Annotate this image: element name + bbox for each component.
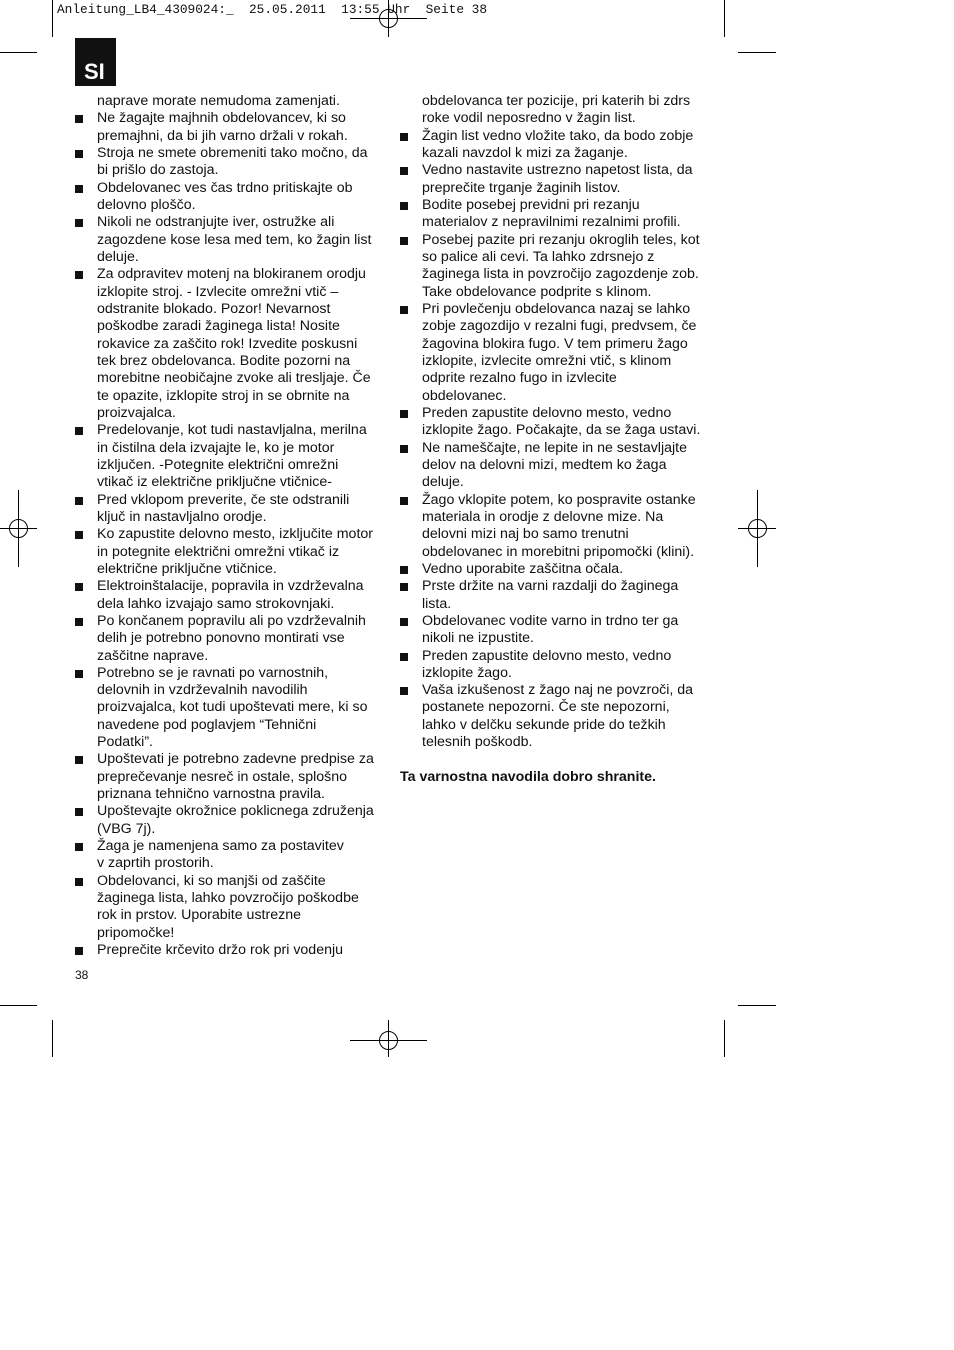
bullet-square-icon (400, 653, 408, 661)
bullet-square-icon (75, 947, 83, 955)
registration-mark-bottom (350, 1020, 427, 1057)
text-line: (VBG 7j). (97, 820, 156, 837)
continued-paragraph (400, 93, 720, 128)
bullet-square-icon (75, 115, 83, 123)
text-line: žaginega lista, lahko povzročijo poškodbe (97, 890, 359, 907)
text-line: naprave morate nemudoma zamenjati. (97, 93, 340, 109)
text-line: zobje zagozdijo v rezalni fugi, predvsem, če (422, 318, 697, 335)
crop-mark-top-right (725, 0, 777, 53)
text-line: materialov z nepravilnimi rezalnimi profili. (422, 214, 681, 231)
bullet-item (75, 214, 395, 266)
bullet-item (400, 232, 720, 301)
text-line: Preden zapustite delovno mesto, vedno (422, 647, 672, 664)
text-line: ključ in nastavljalno orodje. (97, 508, 267, 525)
text-line: so palice ali cevi. Ta lahko zdrsnejo z (422, 248, 655, 265)
text-line: delih je potrebno ponovno montirati vse (97, 630, 345, 647)
text-line: deluje. (97, 248, 139, 265)
text-line: te opazite, izklopite stroj in se obrnite na (97, 387, 350, 404)
text-line: Pred vklopom preverite, če ste odstranili (97, 491, 350, 508)
bullet-item (75, 873, 395, 942)
text-line: pripomočke! (97, 924, 175, 941)
bullet-item (400, 561, 720, 578)
bullet-item (400, 128, 720, 163)
bullet-square-icon (75, 531, 83, 539)
bullet-square-icon (400, 167, 408, 175)
text-line: Podatki”. (97, 734, 153, 751)
text-line: Upoštevajte okrožnice poklicnega združenja (97, 803, 374, 820)
text-line: izklopite, izvlecite omrežni vtič, s klinom (422, 352, 672, 369)
bullet-item (75, 803, 395, 838)
text-line: priznana tehnično varnostna pravila. (97, 786, 325, 803)
text-line: zaščitne naprave. (97, 647, 209, 664)
language-tab (75, 38, 116, 86)
text-line: preprečite trganje žaginih listov. (422, 179, 621, 196)
bullet-item (400, 405, 720, 440)
text-line: Ne žagajte majhnih obdelovancev, ki so (97, 110, 346, 127)
bullet-square-icon (75, 427, 83, 435)
left-column (75, 93, 395, 959)
bullet-item (75, 422, 395, 491)
text-line: Ko zapustite delovno mesto, izključite motor (97, 526, 373, 543)
crop-mark-bottom-right (725, 1006, 777, 1058)
bullet-item (400, 440, 720, 492)
text-line: navedene pod poglavjem “Tehnični (97, 716, 317, 733)
bullet-square-icon (75, 670, 83, 678)
text-line: Predelovanje, kot tudi nastavljalna, merilna (97, 422, 367, 439)
text-line: zagozdene kose lesa med tem, ko žagin list (97, 231, 372, 248)
registration-mark-left (0, 490, 37, 567)
text-line: lista. (422, 595, 452, 612)
text-line: Nikoli ne odstranjujte iver, ostružke ali (97, 214, 335, 231)
bullet-item (75, 578, 395, 613)
bullet-item (75, 838, 395, 873)
text-line: Preprečite krčevito držo rok pri vodenju (97, 942, 344, 959)
bullet-item (75, 110, 395, 145)
text-line: Bodite posebej previdni pri rezanju (422, 196, 640, 213)
text-line: Pri povlečenju obdelovanca nazaj se lahko (422, 300, 691, 317)
text-line: odstranite blokado. Pozor! Nevarnost (97, 300, 331, 317)
text-line: električne priključne vtičnice. (97, 560, 277, 577)
text-line: izklopite žago. (422, 664, 512, 681)
text-line: delovno ploščo. (97, 196, 196, 213)
bullet-square-icon (400, 445, 408, 453)
text-line: Take obdelovance podprite s klinom. (422, 283, 652, 300)
text-line: nikoli ne izpustite. (422, 630, 534, 647)
text-line: telesnih poškodb. (422, 734, 533, 751)
bullet-item (400, 162, 720, 197)
closing-note: Ta varnostna navodila dobro shranite. (400, 768, 656, 785)
text-line: Potrebno se je ravnati po varnostnih, (97, 664, 329, 681)
text-line: postanete nepozorni. Če ste nepozorni, (422, 699, 670, 716)
bullet-square-icon (75, 878, 83, 886)
bullet-item (400, 197, 720, 232)
text-line: tek brez obdelovanca. Bodite pozorni na (97, 352, 351, 369)
text-line: žagovina blokira fugo. V tem primeru žago (422, 335, 688, 352)
text-line: Obdelovanci, ki so manjši od zaščite (97, 872, 326, 889)
text-line: in čistilna dela izvajajte le, ko je motor (97, 439, 335, 456)
text-line: Prste držite na varni razdalji do žaginega (422, 578, 679, 595)
text-line: dela lahko izvajajo samo strokovnjaki. (97, 595, 335, 612)
bullet-square-icon (400, 133, 408, 141)
bullet-square-icon (400, 410, 408, 418)
text-line: Posebej pazite pri rezanju okroglih teles, kot (422, 231, 700, 248)
bullet-item (400, 301, 720, 405)
text-line: lahko v delčku sekunde pride do težkih (422, 716, 666, 733)
text-line: obdelovanec. (422, 387, 507, 404)
bullet-item (400, 613, 720, 648)
text-line: Žagin list vedno vložite tako, da bodo zobje (422, 127, 694, 144)
bullet-square-icon (400, 583, 408, 591)
bullet-square-icon (400, 497, 408, 505)
text-line: roke vodil neposredno v žagin list. (422, 110, 636, 127)
text-line: morebitne neobičajne zvoke ali tresljaje. Če (97, 370, 371, 387)
text-line: vtikač iz električne priključne vtičnice- (97, 474, 332, 491)
bullet-square-icon (400, 237, 408, 245)
bullet-square-icon (75, 583, 83, 591)
bullet-square-icon (75, 219, 83, 227)
bullet-square-icon (75, 497, 83, 505)
text-line: Preden zapustite delovno mesto, vedno (422, 404, 672, 421)
text-line: deluje. (422, 474, 464, 491)
text-line: rokavice za zaščito rok! Izvedite poskusni (97, 335, 358, 352)
text-line: Vaša izkušenost z žago naj ne povzroči, da (422, 682, 694, 699)
bullet-square-icon (400, 306, 408, 314)
text-line: Žaga je namenjena samo za postavitev (97, 838, 344, 855)
bullet-item (75, 266, 395, 422)
text-line: delov na delovni mizi, medtem ko žaga (422, 456, 667, 473)
text-line: delovni mizi naj bo samo trenutni (422, 526, 629, 543)
bullet-item (75, 526, 395, 578)
bullet-item (75, 180, 395, 215)
right-column-items (400, 93, 720, 751)
bullet-item (75, 751, 395, 803)
bullet-square-icon (400, 566, 408, 574)
bullet-square-icon (75, 271, 83, 279)
text-line: kazali navzdol k mizi za žaganje. (422, 144, 628, 161)
bullet-item (75, 942, 395, 959)
bullet-square-icon (75, 185, 83, 193)
text-line: izključen. -Potegnite električni omrežni (97, 456, 339, 473)
text-line: delovnih in vzdrževalnih navodilih (97, 682, 308, 699)
text-line: izklopite žago. Počakajte, da se žaga ustavi. (422, 422, 701, 439)
page-number: 38 (75, 968, 89, 982)
text-line: Elektroinštalacije, popravila in vzdrževalna (97, 578, 364, 595)
text-line: preprečevanje nesreč in ostale, splošno (97, 768, 348, 785)
text-line: Žago vklopite potem, ko pospravite ostanke (422, 491, 696, 508)
bullet-square-icon (75, 808, 83, 816)
text-line: obdelovanec in morebitni pripomočki (klini). (422, 543, 695, 560)
bullet-square-icon (75, 843, 83, 851)
text-line: proizvajalca. (97, 404, 176, 421)
bullet-item (75, 613, 395, 665)
text-line: premajhni, da bi jih varno držali v rokah. (97, 127, 348, 144)
language-tab-label: SI (84, 59, 105, 84)
bullet-square-icon (75, 618, 83, 626)
bullet-item (400, 578, 720, 613)
print-slug-header: Anleitung_LB4_4309024:_ 25.05.2011 13:55 Uhr Seite 38 (57, 2, 488, 17)
text-line: odprite rezalno fugo in izvlecite (422, 370, 617, 387)
text-line: izklopite stroj. - Izvlecite omrežni vtič – (97, 283, 339, 300)
text-line: poškodbe zaradi žaginega lista! Nosite (97, 318, 340, 335)
bullet-square-icon (400, 618, 408, 626)
text-line: Stroja ne smete obremeniti tako močno, da (97, 144, 368, 161)
bullet-square-icon (400, 687, 408, 695)
text-line: žaginega lista in povzročijo zagozdenje zob. (422, 266, 699, 283)
bullet-item (400, 682, 720, 751)
bullet-item (75, 492, 395, 527)
bullet-item (400, 648, 720, 683)
crop-mark-bottom-left (0, 1006, 53, 1058)
registration-mark-right (738, 490, 776, 567)
text-line: Obdelovanec ves čas trdno pritiskajte ob (97, 179, 353, 196)
text-line: in potegnite električni omrežni vtikač iz (97, 543, 340, 560)
text-line: v zaprtih prostorih. (97, 855, 214, 872)
text-line: bi prišlo do zastoja. (97, 162, 219, 179)
bullet-square-icon (400, 202, 408, 210)
bullet-square-icon (75, 756, 83, 764)
bullet-item (400, 492, 720, 561)
text-line: obdelovanca ter pozicije, pri katerih bi zdrs (422, 93, 691, 109)
text-line: Obdelovanec vodite varno in trdno ter ga (422, 612, 679, 629)
text-line: Upoštevati je potrebno zadevne predpise za (97, 751, 374, 768)
text-line: Vedno uporabite zaščitna očala. (422, 560, 624, 577)
text-line: Po končanem popravilu ali po vzdrževalnih (97, 612, 366, 629)
text-line: materiala in orodje z delovne mize. Na (422, 508, 664, 525)
text-line: Ne nameščajte, ne lepite in ne sestavljajte (422, 439, 687, 456)
text-line: proizvajalca, kot tudi upoštevati mere, ki so (97, 699, 368, 716)
text-line: Vedno nastavite ustrezno napetost lista, da (422, 162, 693, 179)
bullet-item (75, 145, 395, 180)
right-column (400, 93, 720, 786)
continued-paragraph (75, 93, 395, 110)
crop-mark-top-left (0, 0, 53, 53)
text-line: Za odpravitev motenj na blokiranem orodju (97, 266, 366, 283)
text-line: rok in prstov. Uporabite ustrezne (97, 907, 301, 924)
bullet-square-icon (75, 150, 83, 158)
bullet-item (75, 665, 395, 752)
